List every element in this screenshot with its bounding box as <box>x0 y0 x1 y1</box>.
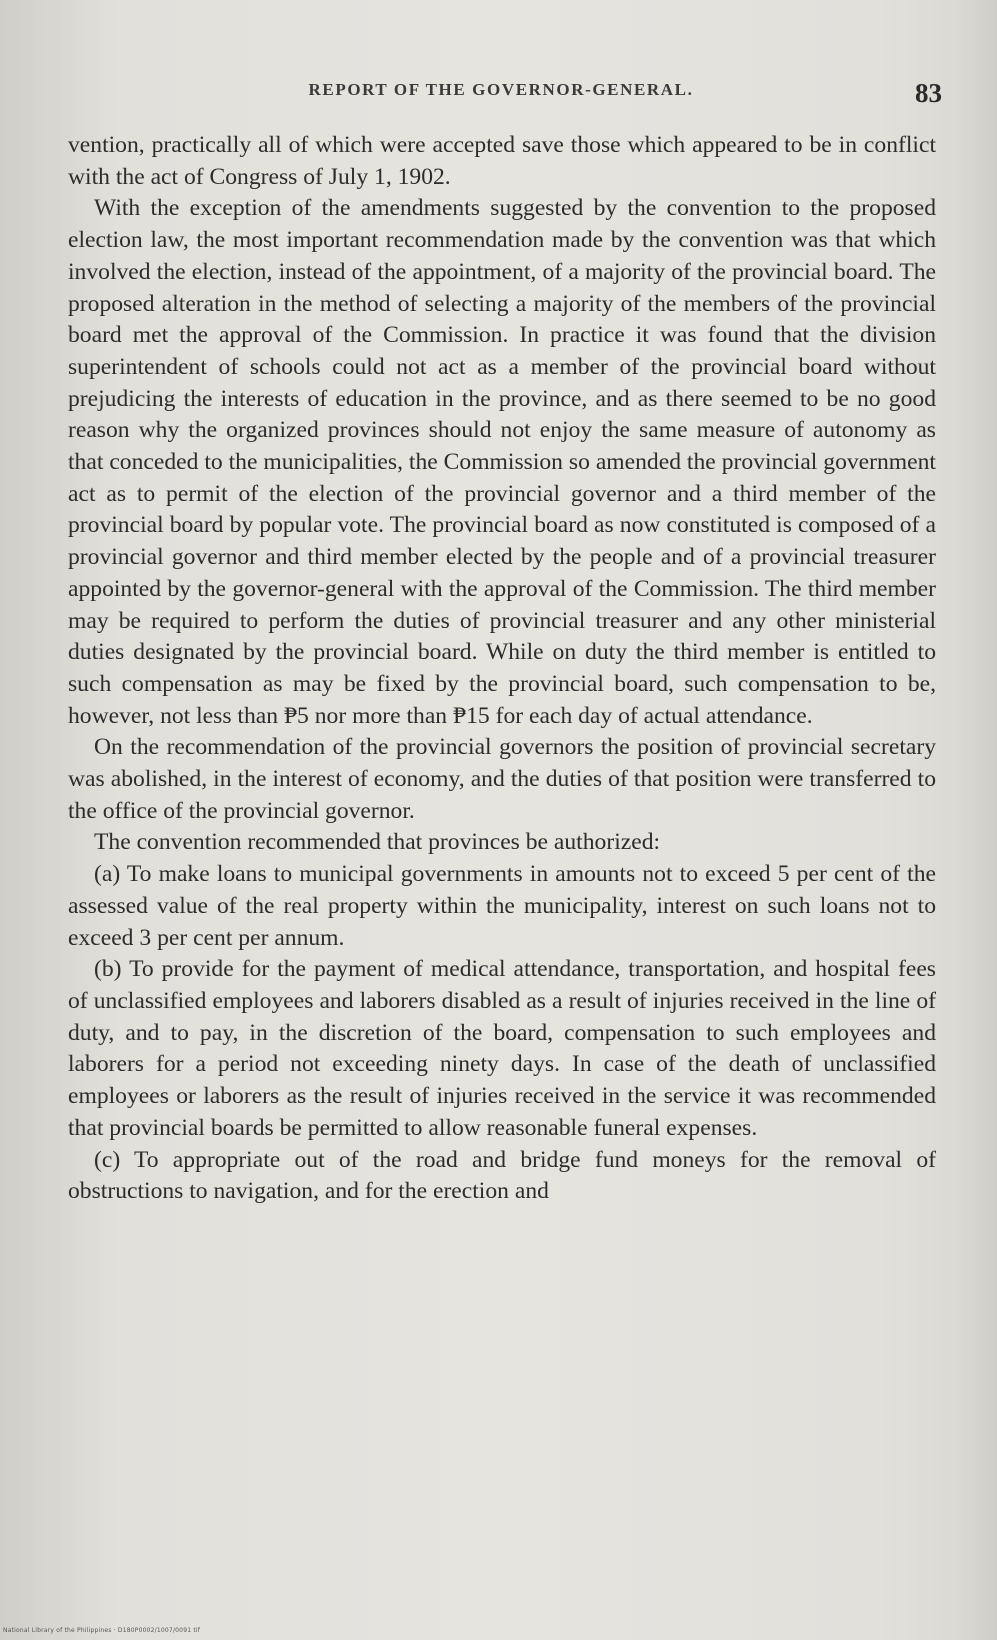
list-item-b: (b) To provide for the payment of medical attendance, transportation, and hospital fees of unclassified employees and laborers disabled as a result of injuries received in the line of duty, and to pay, in the discretion of the board, compensation to such employees and laborers for a period not exceeding ninety days. In case of the death of unclassified employees or laborers as the result of injuries received in the service it was recommended that provincial boards be permitted to allow reasonable funeral expenses. <box>68 956 936 1141</box>
page-edge-shadow <box>957 0 997 1640</box>
page-header <box>60 80 942 110</box>
body-text <box>68 130 936 1208</box>
scan-credit: National Library of the Philippines · D180P0002/1007/0091 tif <box>3 1627 201 1634</box>
paragraph-convention-recommendations: The convention recommended that provinces be authorized: <box>94 829 661 856</box>
paragraph-continuation: vention, practically all of which were accepted save those which appeared to be in conflict with the act of Congress of July 1, 1902. <box>68 132 936 190</box>
paragraph-provincial-secretary: On the recommendation of the provincial governors the position of provincial secretary was abolished, in the interest of economy, and the duties of that position were transferred to the office of the provincial governor. <box>68 734 936 824</box>
list-item-a: (a) To make loans to municipal governments in amounts not to exceed 5 per cent of the assessed value of the real property within the municipality, interest on such loans not to exceed 3 per cent per annum. <box>68 861 936 951</box>
running-title: REPORT OF THE GOVERNOR-GENERAL. <box>308 80 694 99</box>
page-number: 83 <box>915 78 942 108</box>
list-item-c: (c) To appropriate out of the road and bridge fund moneys for the removal of obstructions to navigation, and for the erection and <box>68 1146 936 1205</box>
paragraph-provincial-board: With the exception of the amendments suggested by the convention to the proposed election law, the most important recommendation made by the convention was that which involved the election, instead of the appointment, of a majority of the provincial board. The proposed alteration in the method of selecting a majority of the members of the provincial board met the approval of the Commission. In practice it was found that the division superintendent of schools could not act as a member of the provincial board without prejudicing the interests of education in the province, and as there seemed to be no good reason why the organized provinces should not enjoy the same measure of autonomy as that conceded to the municipalities, the Commission so amended the provincial government act as to permit of the election of the provincial governor and a third member of the provincial board by popular vote. The provincial board as now constituted is composed of a provincial governor and third member elected by the people and of a provincial treasurer appointed by the governor-general with the approval of the Commission. The third member may be required to perform the duties of provincial treasurer and any other ministerial duties designated by the provincial board. While on duty the third member is entitled to such compensation as may be fixed by the provincial board, such compensation to be, however, not less than ₱5 nor more than ₱15 for each day of actual attendance. <box>68 195 936 729</box>
